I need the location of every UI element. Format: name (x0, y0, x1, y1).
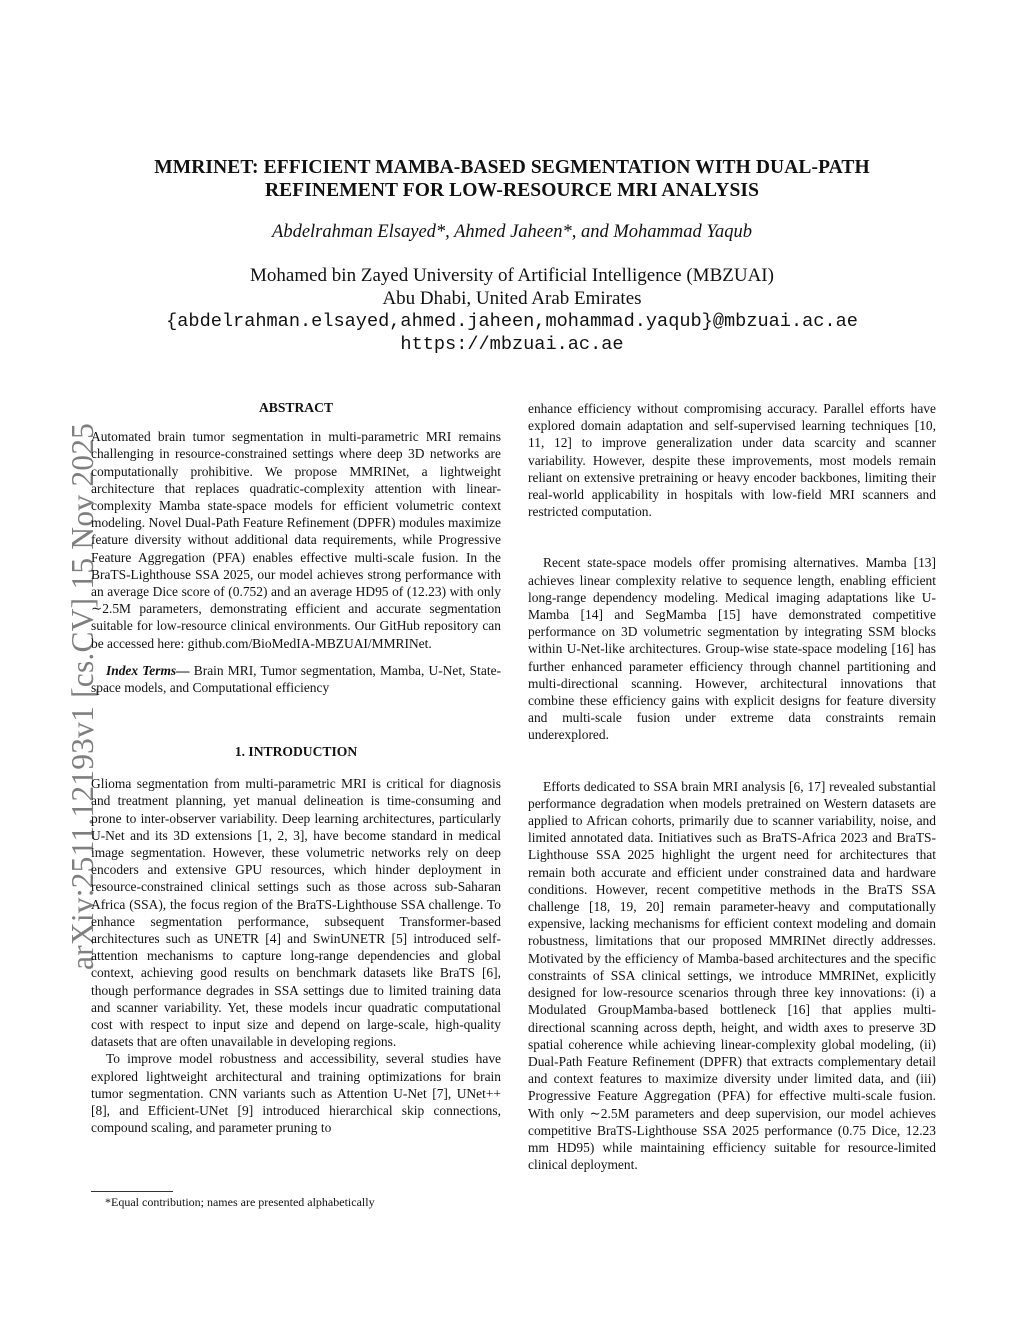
introduction-section (91, 743, 501, 1136)
arxiv-sidebar (9, 370, 100, 970)
affiliation-block (60, 264, 964, 356)
intro-paragraph-1: Glioma segmentation from multi-parametric MRI is critical for diagnosis and treatment planning, yet manual delineation is time-consuming and prone to inter-observer variability. Deep learning architectures, particularly U-Net and its 3D extensions [1, 2, 3], have become standard in medical image segmentation. However, these volumetric networks rely on deep encoders and extensive GPU resources, which hinder deployment in resource-constrained clinical settings such as those across sub-Saharan Africa (SSA), the focus region of the BraTS-Lighthouse SSA challenge. To enhance segmentation performance, subsequent Transformer-based architectures such as UNETR [4] and SwinUNETR [5] introduced self-attention mechanisms to capture long-range dependencies and global context, achieving good results on benchmark datasets like BraTS [6], though performance degrades in SSA settings due to limited training data and scanner variability. Yet, these models incur quadratic computational cost with respect to input size and depend on large-scale, high-quality datasets that are often unavailable in developing regions. (91, 776, 501, 1050)
intro-paragraph-4: Efforts dedicated to SSA brain MRI analysis [6, 17] revealed substantial performance degradation when models pretrained on Western datasets are applied to African cohorts, primarily due to scanner variability, noise, and limited annotated data. Initiatives such as BraTS-Africa 2023 and BraTS-Lighthouse SSA 2025 highlight the urgent need for architectures that remain both accurate and efficient under constrained data and hardware conditions. However, recent competitive methods in the BraTS SSA challenge [18, 19, 20] remain parameter-heavy and computationally expensive, lacking mechanisms for efficient context modeling and domain robustness, limitations that our proposed MMRINet directly addresses. Motivated by the efficiency of Mamba-based architectures and the specific constraints of SSA clinical settings, we introduce MMRINet, explicitly designed for low-resource scenarios through three key innovations: (i) a Modulated GroupMamba-based bottleneck [16] that applies multi-directional scanning across depth, height, and width axes to preserve 3D spatial coherence while achieving linear-complexity global modeling, (ii) Dual-Path Feature Refinement (DPFR) that extracts complementary detail and context features to maximize diversity under limited data, and (iii) Progressive Feature Aggregation (PFA) for effective multi-scale fusion. With only ∼2.5M parameters and deep supervision, our model achieves competitive BraTS-Lighthouse SSA 2025 performance (0.75 Dice, 12.23 mm HD95) while maintaining efficiency suitable for resource-limited clinical deployment. (528, 778, 936, 1173)
index-terms-label: Index Terms— (106, 662, 190, 678)
intro-paragraph-3: Recent state-space models offer promising alternatives. Mamba [13] achieves linear complexity relative to sequence length, enabling efficient long-range dependency modeling. Medical imaging adaptations like U-Mamba [14] and SegMamba [15] have demonstrated competitive performance on 3D volumetric segmentation by integrating SSM blocks within U-Net-like architectures. Group-wise state-space modeling [16] has further enhanced parameter efficiency through channel partitioning and multi-directional scanning. However, architectural innovations that combine these efficiency gains with explicit designs for feature diversity and multi-scale fusion under extreme data constraints remain underexplored. (528, 555, 936, 743)
intro-paragraph-2: To improve model robustness and accessibility, several studies have explored lightweight architectural and training optimizations for brain tumor segmentation. CNN variants such as Attention U-Net [7], UNet++ [8], and Efficient-UNet [9] introduced hierarchical skip connections, compound scaling, and parameter pruning to (91, 1051, 501, 1136)
title-line-1: MMRINET: EFFICIENT MAMBA-BASED SEGMENTATION WITH DUAL-PATH (154, 157, 870, 178)
author-list: Abdelrahman Elsayed*, Ahmed Jaheen*, and Mohammad Yaqub (272, 222, 752, 242)
emails[interactable]: {abdelrahman.elsayed,ahmed.jaheen,mohammad.yaqub}@mbzuai.ac.ae (166, 311, 858, 332)
intro-paragraph-2-continued: enhance efficiency without compromising accuracy. Parallel efforts have explored domain adaptation and self-supervised learning techniques [10, 11, 12] to improve generalization under data scarcity and scanner variability. However, despite these improvements, most models remain reliant on extensive pretraining or heavy encoder backbones, limiting their real-world applicability in hospitals with low-field MRI scanners and restricted computation. (528, 401, 936, 520)
paper-title (110, 156, 914, 202)
abstract-section (91, 399, 501, 696)
right-column (528, 400, 936, 1173)
website-link[interactable]: https://mbzuai.ac.ae (400, 334, 624, 355)
abstract-heading: ABSTRACT (258, 400, 334, 415)
abstract-text: Automated brain tumor segmentation in multi-parametric MRI remains challenging in resource-constrained settings where deep 3D networks are computationally prohibitive. We propose MMRINet, a lightweight architecture that replaces quadratic-complexity attention with linear-complexity Mamba state-space models for efficient volumetric context modeling. Novel Dual-Path Feature Refinement (DPFR) modules maximize feature diversity without additional data requirements, while Progressive Feature Aggregation (PFA) enables effective multi-scale fusion. In the BraTS-Lighthouse SSA 2025, our model achieves strong performance with an average Dice score of (0.752) and an average HD95 of (12.23) with only ∼2.5M parameters, demonstrating efficient and accurate segmentation suitable for low-resource clinical environments. Our GitHub repository can be accessed here: github.com/BioMedIA-MBZUAI/MMRINet. (91, 429, 501, 651)
footnote: *Equal contribution; names are presented alphabetically (105, 1195, 375, 1209)
arxiv-identifier[interactable]: arXiv:2511.12193v1 [cs.CV] 15 Nov 2025 (65, 422, 100, 970)
title-line-2: REFINEMENT FOR LOW-RESOURCE MRI ANALYSIS (264, 180, 760, 201)
index-terms (91, 662, 501, 696)
location: Abu Dhabi, United Arab Emirates (382, 288, 642, 309)
footnote-rule (91, 1191, 173, 1192)
intro-heading: 1. INTRODUCTION (234, 744, 358, 759)
index-terms-text: Brain MRI, Tumor segmentation, Mamba, U-Net, State-space models, and Computational efficiency (91, 662, 502, 696)
affiliation: Mohamed bin Zayed University of Artificial Intelligence (MBZUAI) (250, 265, 774, 286)
